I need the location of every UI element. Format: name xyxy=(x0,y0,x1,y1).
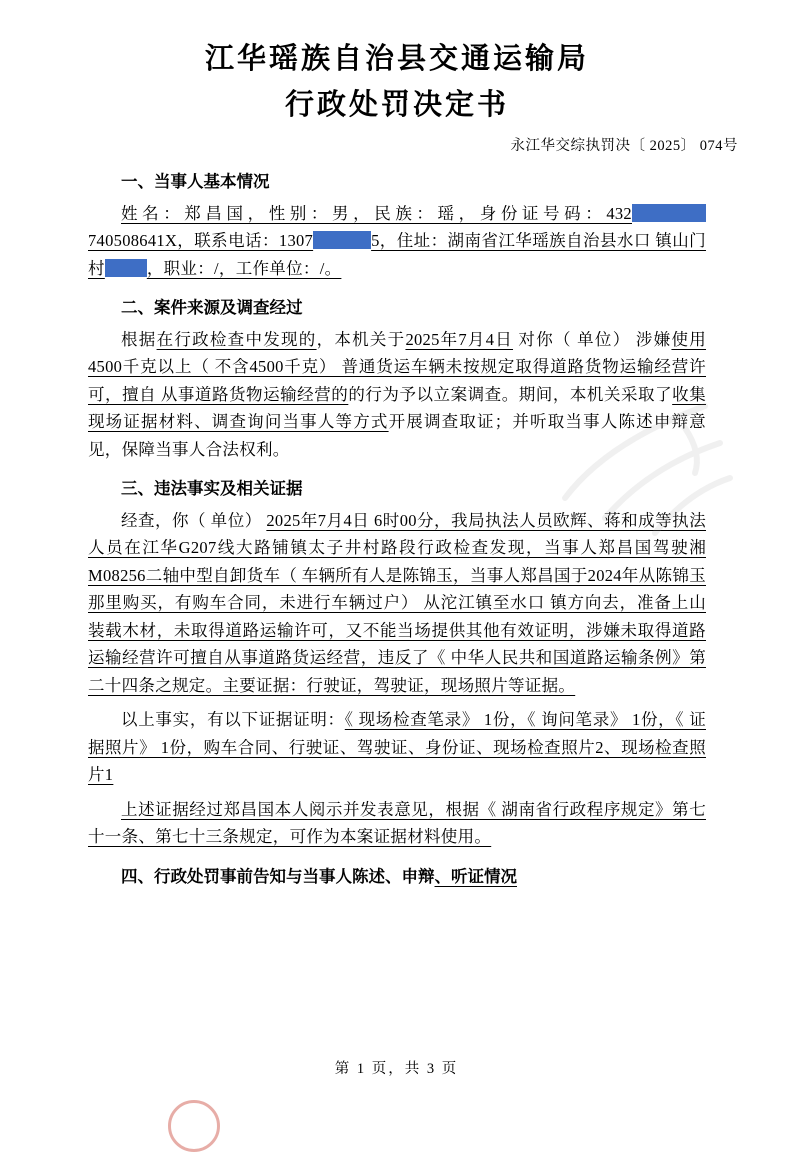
text-run: ，职业：/，工作单位：/。 xyxy=(146,258,342,278)
red-stamp-fragment xyxy=(168,1100,220,1152)
body-paragraph xyxy=(88,706,706,789)
text-run: 2025年7月4日 xyxy=(405,329,514,349)
section-heading xyxy=(88,863,706,891)
text-run: 对你（ 单位） 涉嫌 xyxy=(513,329,672,349)
redaction-box xyxy=(105,259,147,277)
body-paragraph xyxy=(88,326,706,464)
text-run: 、听证情况 xyxy=(434,866,517,886)
document-title-line2: 行政处罚决定书 xyxy=(284,89,509,121)
body-paragraph xyxy=(88,200,706,283)
text-run: 经查，你（ 单位） xyxy=(121,510,267,530)
text-run: 收集现场证据材料、调查询问当事人等方式 xyxy=(88,384,706,431)
text-run: 《 现场检查笔录》 1份，《 询问笔录》 1份，《 证据照片》 1份，购车合同、行驶证、驾驶证、身份证、现场检查照片2、现场检查照片1 xyxy=(88,710,706,784)
text-run: 以上事实，有以下证据证明： xyxy=(121,710,345,729)
body-paragraph xyxy=(88,796,706,851)
body-paragraph xyxy=(88,507,706,700)
text-run: 上述证据经过郑昌国本人阅示并发表意见，根据《 湖南省行政程序规定》第七十一条、第七十三条规定，可作为本案证据材料使用。 xyxy=(88,799,706,846)
text-run: 四、行政处罚事前告知与当事人陈述、申辩 xyxy=(121,866,435,886)
section-heading xyxy=(88,294,706,322)
document-title-line1: 江华瑶族自治县交通运输局 xyxy=(204,43,589,75)
redaction-box xyxy=(632,204,706,222)
section-heading xyxy=(88,168,706,196)
text-run: 二、案件来源及调查经过 xyxy=(121,298,303,317)
text-run: ，本机关于 xyxy=(316,329,406,349)
text-run: 一、当事人基本情况 xyxy=(121,172,270,191)
document-number: 永江华交综执罚决〔 2025〕 074号 xyxy=(510,138,738,154)
text-run: 根据 xyxy=(121,329,157,349)
page-footer: 第 1 页，共 3 页 xyxy=(334,1061,459,1077)
text-run: 5，住址：湖南省江华瑶族自治县水口 镇山门村 xyxy=(88,231,706,278)
text-run: 的行为予以立案调查。期间，本机关采取了 xyxy=(348,384,673,404)
document-body xyxy=(88,168,706,890)
text-run: 三、违法事实及相关证据 xyxy=(121,479,303,498)
text-run: 姓名：郑昌国，性别：男，民族：瑶，身份证号码：432 xyxy=(121,203,632,223)
text-run: 2025年7月4日 6时00分，我局执法人员欧辉、蒋和成等执法人员在江华G207线大路铺镇太子井村路段行政检查发现，当事人郑昌国驾驶湘M08256二轴中型自卸货车（ 车辆所有人是陈锦玉，当事人郑昌国于2024年从陈锦玉那里购买，有购车合同，未进行车辆过户） 从沱江镇至水口 镇方向去，准备上山 装载木材，未取得道路运输许可，又不能当场提供其他有效证明，涉嫌未取得道路运输经营许可擅自从事道路货运经营，违反了《 中华人民共和国道路运输条例》第二十四条之规定。主要证据：行驶证，驾驶证，现场照片等证据。 xyxy=(88,510,706,695)
text-run: 740508641X，联系电话：1307 xyxy=(88,231,314,250)
redaction-box xyxy=(313,231,371,249)
text-run: 开展调查取证；并听取当事人陈述申辩意见，保障当事人合法权利。 xyxy=(88,412,706,459)
text-run: 在行政检查中发现的 xyxy=(156,329,317,349)
section-heading xyxy=(88,475,706,503)
text-run: 使用4500千克以上（ 不含4500千克） 普通货运车辆未按规定取得道路货物运输经营许可，擅自 从事道路货物运输经营的 xyxy=(88,329,707,404)
